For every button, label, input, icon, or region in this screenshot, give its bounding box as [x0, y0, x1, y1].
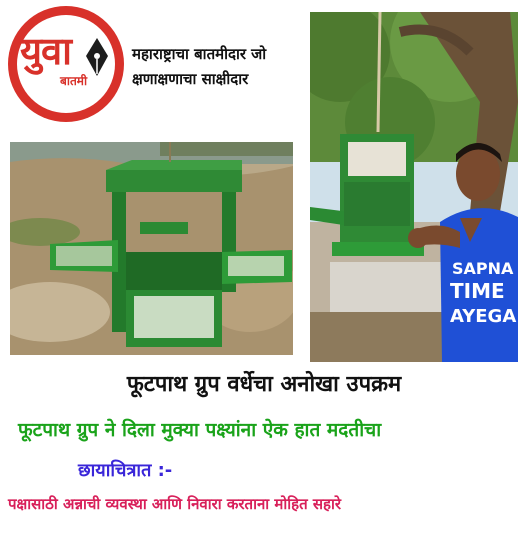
shirt-text-2: TIME: [450, 279, 505, 303]
yuva-batmi-logo: [8, 6, 124, 122]
tagline-line-1: महाराष्ट्राचा बातमीदार जो: [132, 45, 267, 63]
shirt-text-1: SAPNA: [452, 259, 514, 278]
tagline-line-2: क्षणाक्षणाचा साक्षीदार: [132, 70, 249, 88]
pen-nib-icon: [82, 36, 112, 78]
caption-line-1: फूटपाथ ग्रुप ने दिला मुक्या पक्ष्यांना ऐक हात मदतीचा: [18, 419, 382, 441]
logo-subword: बातमी: [60, 74, 88, 88]
bird-feeder-ground-scene: [10, 142, 293, 355]
shirt-text-3: AYEGA: [450, 306, 517, 327]
man-holding-feeder-photo: [310, 12, 518, 362]
caption-line-3: पक्षासाठी अन्नाची व्यवस्था आणि निवारा करताना मोहित सहारे: [8, 495, 342, 513]
headline: फूटपाथ ग्रुप वर्धेचा अनोखा उपक्रम: [126, 372, 402, 397]
logo-word: युवा: [20, 29, 72, 73]
tagline: [132, 42, 266, 92]
bird-feeder-ground-photo: [10, 142, 293, 355]
caption-line-2: छायाचित्रात :-: [78, 460, 173, 481]
man-holding-feeder-scene: [310, 12, 518, 362]
